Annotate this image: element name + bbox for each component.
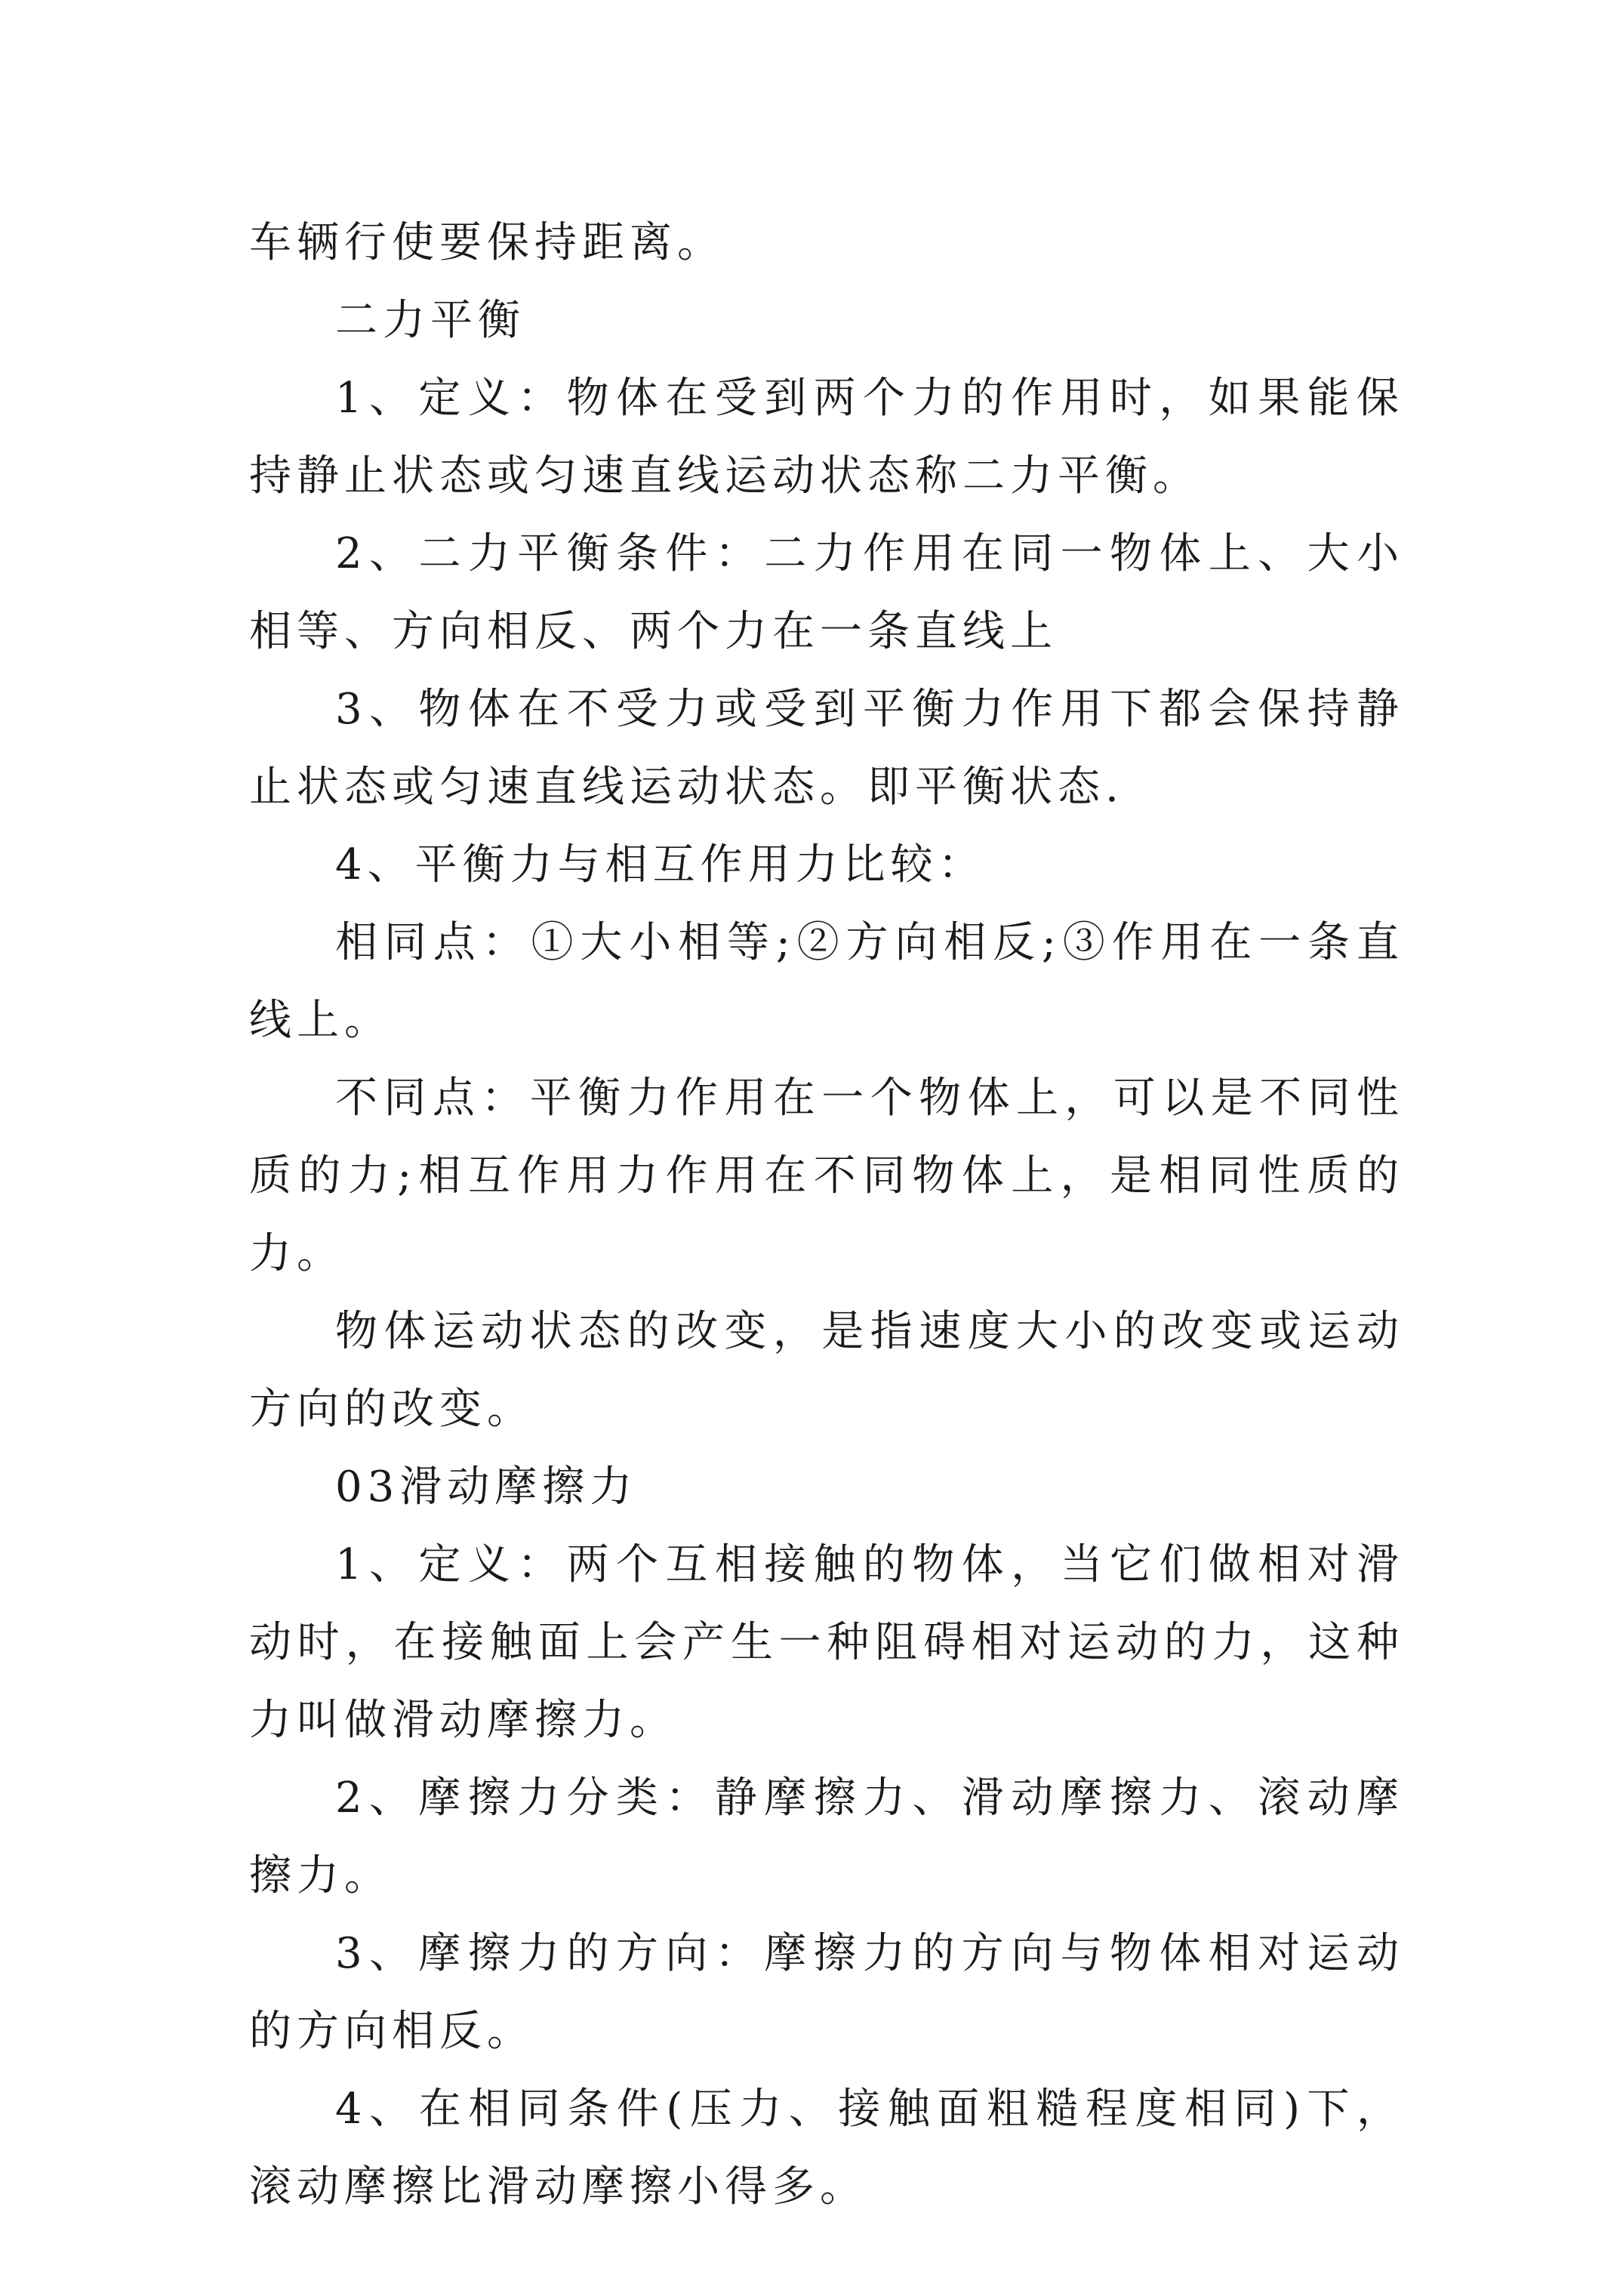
paragraph-similarities: 相同点：①大小相等;②方向相反;③作用在一条直线上。 xyxy=(249,918,1404,1045)
paragraph-friction-types: 2、摩擦力分类：静摩擦力、滑动摩擦力、滚动摩擦力。 xyxy=(249,1774,1404,1900)
paragraph-comparison-heading: 4、平衡力与相互作用力比较： xyxy=(335,840,986,889)
paragraph-friction-direction: 3、摩擦力的方向：摩擦力的方向与物体相对运动的方向相反。 xyxy=(249,1929,1404,2056)
document-body xyxy=(249,204,1404,2226)
paragraph-balance-conditions: 2、二力平衡条件：二力作用在同一物体上、大小相等、方向相反、两个力在一条直线上 xyxy=(249,529,1404,656)
paragraph-continuation: 车辆行使要保持距离。 xyxy=(249,218,725,267)
section-heading-two-force-balance: 二力平衡 xyxy=(335,296,525,345)
paragraph-definition: 1、定义：物体在受到两个力的作用时，如果能保持静止状态或匀速直线运动状态称二力平衡。 xyxy=(249,374,1404,501)
paragraph-balance-state: 3、物体在不受力或受到平衡力作用下都会保持静止状态或匀速直线运动状态。即平衡状态. xyxy=(249,685,1404,812)
section-heading-sliding-friction: 03滑动摩擦力 xyxy=(335,1462,638,1512)
paragraph-friction-definition: 1、定义：两个互相接触的物体，当它们做相对滑动时，在接触面上会产生一种阻碍相对运动的力，这种力叫做滑动摩擦力。 xyxy=(249,1540,1404,1745)
paragraph-rolling-vs-sliding: 4、在相同条件(压力、接触面粗糙程度相同)下，滚动摩擦比滑动摩擦小得多。 xyxy=(249,2085,1404,2211)
paragraph-motion-change: 物体运动状态的改变，是指速度大小的改变或运动方向的改变。 xyxy=(249,1307,1404,1434)
paragraph-differences: 不同点：平衡力作用在一个物体上，可以是不同性质的力;相互作用力作用在不同物体上，是相同性质的力。 xyxy=(249,1074,1404,1278)
